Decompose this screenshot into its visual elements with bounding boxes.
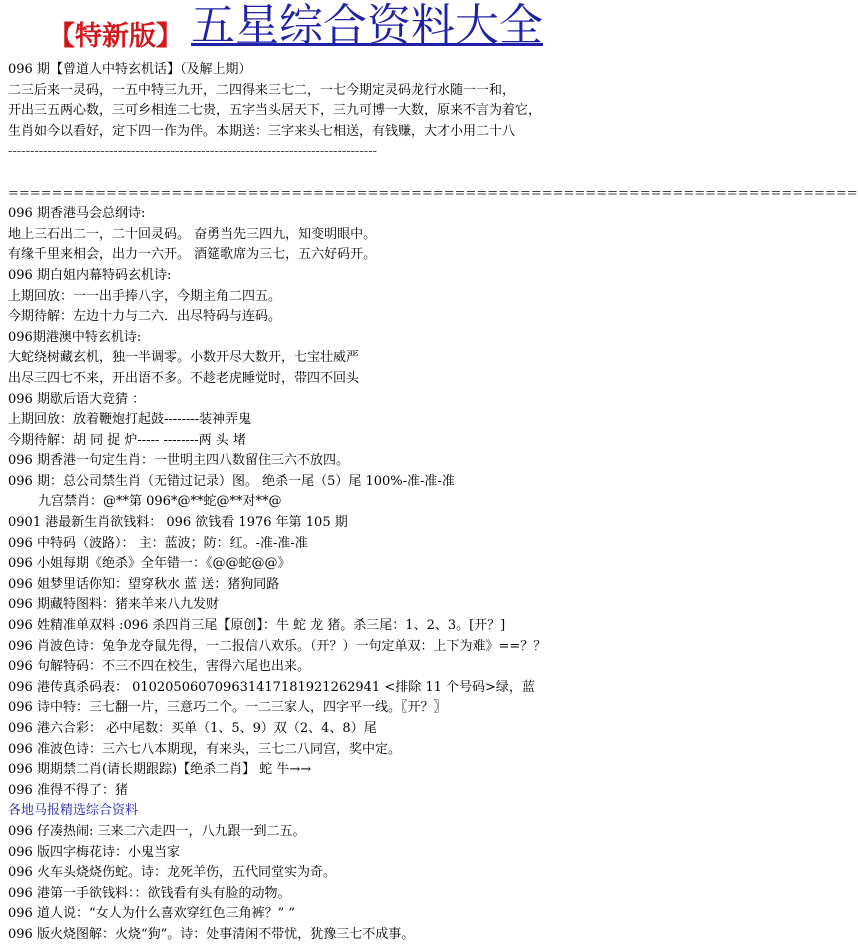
text-line: 096 诗中特：三七翻一片，三意巧二个。一二三家人，四字平一线。〖开？〗 bbox=[8, 700, 447, 716]
text-line: 096 期：总公司禁生肖（无错过记录）图。 绝杀一尾（5）尾 100%-准-准-准 bbox=[8, 473, 455, 489]
text-line: ============================================================================== bbox=[8, 185, 858, 201]
text-line: 096 港第一手欲钱料：：欲钱看有头有脸的动物。 bbox=[8, 885, 291, 901]
text-line: 096 火车头烧烧伤蛇。诗：龙死羊伤，五代同堂实为奇。 bbox=[8, 865, 336, 881]
text-line: 今期待解：左边十力与二六．出尽特码与连码。 bbox=[8, 309, 282, 325]
page-header bbox=[0, 0, 725, 58]
text-line: 地上三石出二一，二十回灵码。 奋勇当先三四九，知变明眼中。 bbox=[8, 226, 377, 242]
text-line: 各地马报精选综合资料 bbox=[8, 803, 139, 819]
page-title: 五星综合资料大全 bbox=[191, 0, 543, 51]
text-line: 096 准得不得了：猪 bbox=[8, 782, 128, 798]
text-line: 096 姐梦里话你知：望穿秋水 蓝 送：猪狗同路 bbox=[8, 576, 280, 592]
text-line: 096 句解特码：不三不四在校生，害得六尾也出来。 bbox=[8, 659, 310, 675]
edition-badge: 【特新版】 bbox=[48, 21, 183, 52]
text-line: 096 期藏特图料：猪来羊来八九发财 bbox=[8, 597, 219, 613]
text-line: 096 期期禁二肖(请长期跟踪)【绝杀二肖】 蛇 牛→→ bbox=[8, 762, 312, 778]
document-body bbox=[8, 60, 858, 946]
text-line: 096 版火烧图解：火烧“狗”。诗：处事清闲不带忧，犹豫三七不成事。 bbox=[8, 926, 415, 942]
text-line: 096 港传真杀码表： 010205060709631417181921262941 <排除 11 个号码>绿，蓝 bbox=[8, 679, 535, 695]
text-line: 上期回放：一一出手捧八字，今期主角二四五。 bbox=[8, 288, 282, 304]
text-line: 096 仔凑热闹: 三来二六走四一，八九跟一到二五。 bbox=[8, 823, 306, 839]
text-line: 096 期白姐内幕特码玄机诗: bbox=[8, 267, 172, 283]
text-line: 096期港澳中特玄机诗: bbox=[8, 329, 142, 345]
text-line bbox=[8, 163, 720, 184]
text-line: 096 中特码（波路）： 主：蓝波；防：红。-准-准-准 bbox=[8, 535, 308, 551]
text-line: 096 道人说：“女人为什么喜欢穿红色三角裤？” ” bbox=[8, 906, 296, 922]
text-line: 大蛇绕树藏玄机，独一半调零。小数开尽大数开，七宝壮威严 bbox=[8, 350, 360, 366]
text-line: 096 期歇后语大竞猜 ： bbox=[8, 391, 146, 407]
text-line: 今期待解：胡 同 捉 炉----- --------两 头 堵 bbox=[8, 432, 246, 448]
text-line: 0901 港最新生肖欲钱料： 096 欲钱看 1976 年第 105 期 bbox=[8, 515, 348, 531]
text-line: 开出三五两心数，三可乡相连二七贵，五字当头居天下，三九可博一大数，原来不言为着它， bbox=[8, 103, 542, 119]
text-line: 生肖如今以看好，定下四一作为伴。本期送：三字来头七相送，有钱赚，大才小用二十八 bbox=[8, 123, 516, 139]
text-line: 096 期香港马会总纲诗: bbox=[8, 206, 146, 222]
text-line: 096 期【曾道人中特玄机话】（及解上期） bbox=[8, 62, 252, 77]
text-line: 上期回放：放着鞭炮打起鼓--------装神弄鬼 bbox=[8, 412, 252, 428]
text-line: ------------------------------------------------------------------------------------ bbox=[8, 144, 377, 160]
text-line: 二三后来一灵码，一五中特三九开，二四得来三七二，一七今期定灵码龙行水随一一和， bbox=[8, 82, 516, 98]
text-line: 096 期香港一句定生肖：一世明主四八数留住三六不放四。 bbox=[8, 453, 349, 469]
text-line: 096 准波色诗：三六七八本期现，有来头，三七二八同宫，奖中定。 bbox=[8, 741, 401, 757]
text-line: 出尽三四七不来，开出语不多。不趁老虎睡觉时，带四不回头 bbox=[8, 370, 360, 386]
text-line: 096 姓精准单双料 :096 杀四肖三尾【原创】：牛 蛇 龙 猪。杀三尾：1、2、3。[开？] bbox=[8, 618, 506, 634]
text-line: 096 肖波色诗：兔争龙夺鼠先得，一二报信八欢乐。（开？）一句定单双：上下为难》==？？ bbox=[8, 638, 547, 654]
text-line: 096 港六合彩： 必中尾数：买单（1、5、9）双（2、4、8）尾 bbox=[8, 721, 377, 736]
text-line: 九宫禁肖：@**第 096*@**蛇@**对**@ bbox=[38, 494, 282, 510]
text-line: 096 小姐每期《绝杀》全年错一：《@@蛇@@》 bbox=[8, 556, 291, 572]
text-line: 有缘千里来相会，出力一六开。 酒筵歌席为三七，五六好码开。 bbox=[8, 247, 377, 263]
text-line: 096 版四字梅花诗：小鬼当家 bbox=[8, 844, 180, 860]
